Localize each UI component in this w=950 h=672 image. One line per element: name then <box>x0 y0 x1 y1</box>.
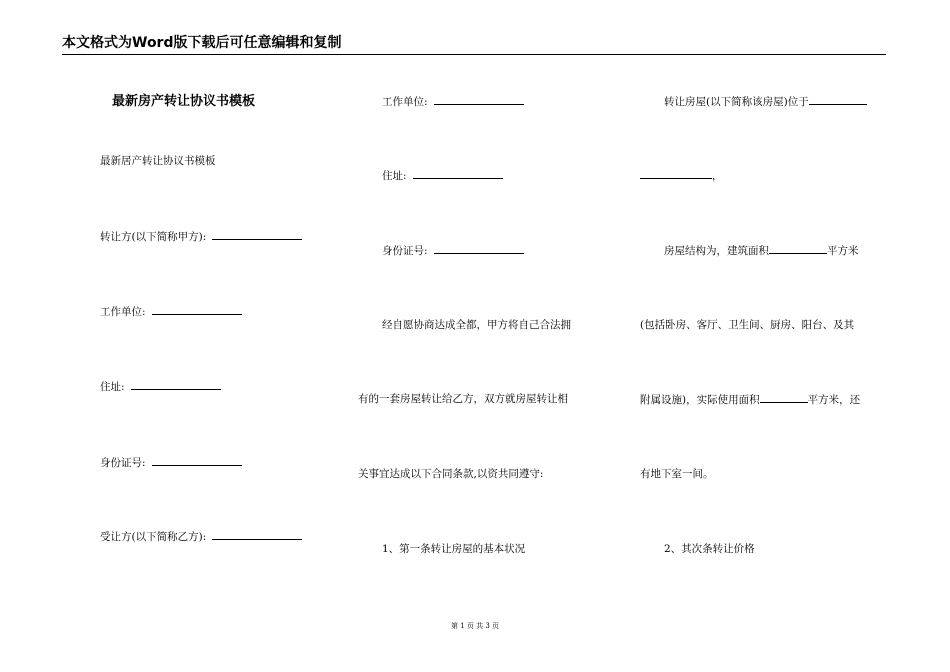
fill-blank <box>434 243 524 254</box>
field-id-number <box>100 455 242 470</box>
section-heading: 2、其次条转让价格 <box>664 543 755 555</box>
field-label: 身份证号: <box>382 245 428 257</box>
text-segment: 房屋结构为，建筑面积 <box>664 245 769 257</box>
text-segment: 转让房屋(以下简称该房屋)位于 <box>664 96 809 108</box>
text-segment: ， <box>712 170 723 182</box>
fill-blank <box>769 243 827 254</box>
field-address <box>382 168 503 183</box>
field-label: 受让方(以下简称乙方): <box>100 531 207 543</box>
document-title: 最新房产转让协议书模板 <box>112 94 256 109</box>
paragraph-line: 经自愿协商达成全都，甲方将自己合法拥 <box>382 319 571 331</box>
text-segment: 附属设施)，实际使用面积 <box>640 394 760 406</box>
fill-blank <box>434 94 524 105</box>
fill-blank <box>131 379 221 390</box>
section-heading: 1、第一条转让房屋的基本状况 <box>382 543 526 555</box>
paragraph-line <box>640 392 860 407</box>
fill-blank <box>152 304 242 315</box>
field-id-number <box>382 243 524 258</box>
subtitle-line: 最新居产转让协议书模板 <box>100 155 216 167</box>
fill-blank <box>413 168 503 179</box>
paragraph-line <box>640 168 723 183</box>
field-label: 住址: <box>382 170 407 182</box>
field-transferor <box>100 229 302 244</box>
field-label: 身份证号: <box>100 457 146 469</box>
fill-blank <box>212 529 302 540</box>
fill-blank <box>152 455 242 466</box>
fill-blank <box>760 392 808 403</box>
paragraph-line <box>664 94 867 109</box>
paragraph-line <box>664 243 859 258</box>
text-segment: 平方米 <box>827 245 859 257</box>
field-label: 工作单位: <box>100 306 146 318</box>
field-transferee <box>100 529 302 544</box>
field-work-unit <box>100 304 242 319</box>
paragraph-line: 有地下室一间。 <box>640 468 714 480</box>
field-label: 住址: <box>100 381 125 393</box>
text-segment: 平方米，还 <box>807 394 861 406</box>
fill-blank <box>640 168 712 179</box>
page-number: 第 1 页 共 3 页 <box>450 622 500 630</box>
paragraph-line: 有的一套房屋转让给乙方，双方就房屋转让相 <box>358 393 568 405</box>
header-text: 本文格式为Word版下载后可任意编辑和复制 <box>62 35 342 51</box>
document-header <box>62 34 886 55</box>
field-address <box>100 379 221 394</box>
field-work-unit <box>382 94 524 109</box>
fill-blank <box>212 229 302 240</box>
paragraph-line: (包括卧房、客厅、卫生间、厨房、阳台、及其 <box>640 319 855 331</box>
field-label: 转让方(以下简称甲方): <box>100 231 207 243</box>
field-label: 工作单位: <box>382 96 428 108</box>
paragraph-line: 关事宜达成以下合同条款,以资共同遵守: <box>358 468 544 480</box>
fill-blank <box>809 94 867 105</box>
